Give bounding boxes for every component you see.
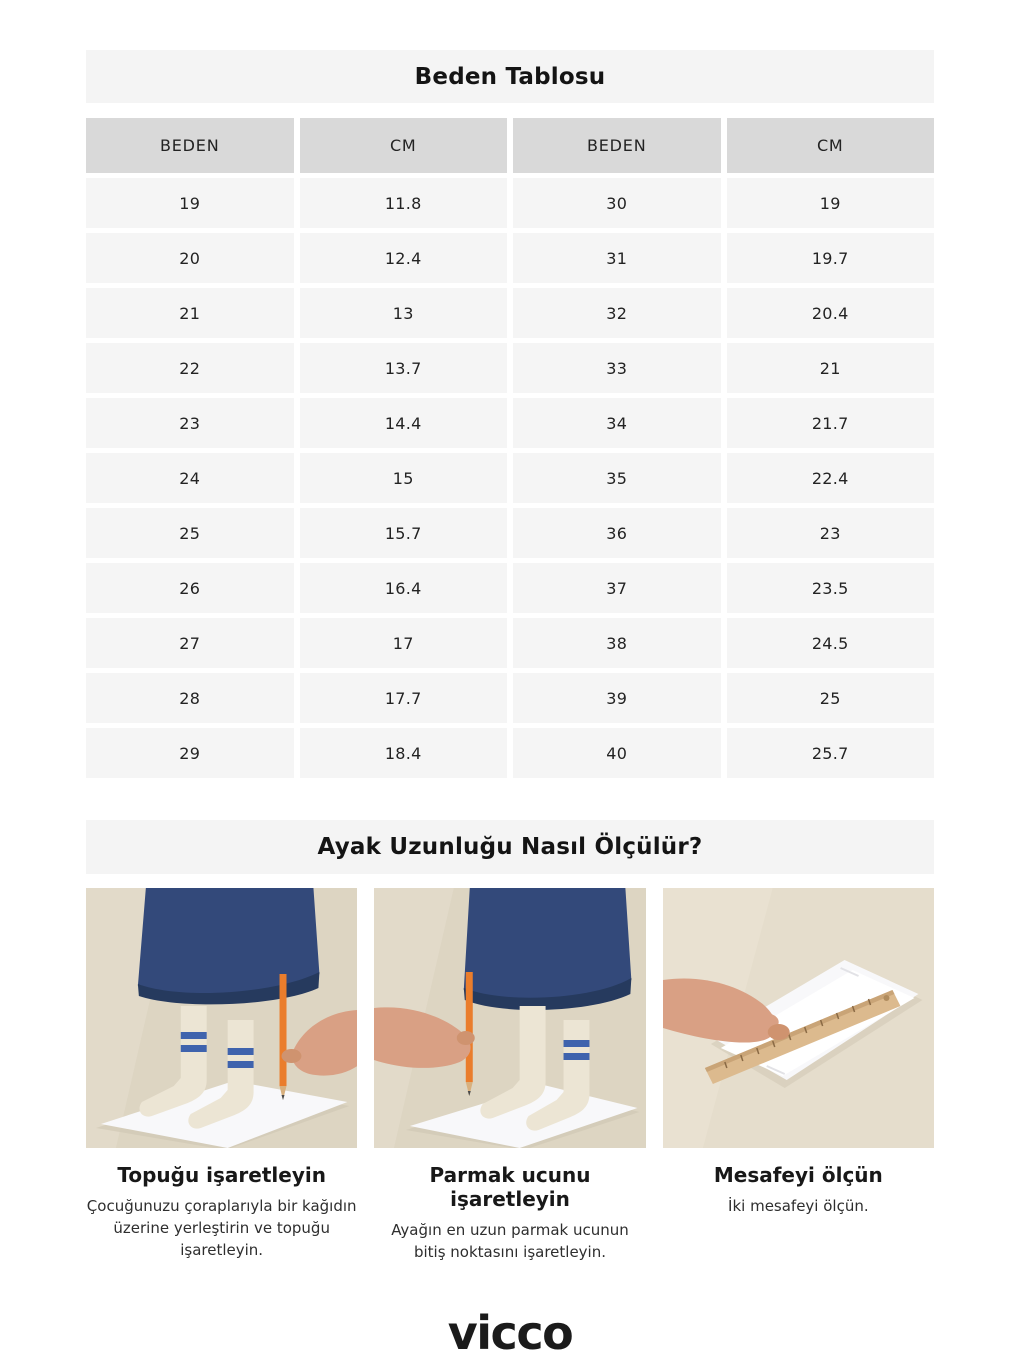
size-table-cell: 24	[86, 453, 294, 503]
size-table-header-cell: BEDEN	[513, 118, 721, 173]
instruction-card	[663, 888, 934, 1264]
size-table-cell: 19	[727, 178, 935, 228]
size-table-cell: 15.7	[300, 508, 508, 558]
size-table-cell: 25.7	[727, 728, 935, 778]
mark-heel-photo	[86, 888, 357, 1148]
size-table-cell: 26	[86, 563, 294, 613]
size-table-header-cell: CM	[300, 118, 508, 173]
content	[86, 0, 934, 1264]
size-table-cell: 22.4	[727, 453, 935, 503]
size-table-cell: 13	[300, 288, 508, 338]
size-table-cell: 21.7	[727, 398, 935, 448]
size-table-cell: 23.5	[727, 563, 935, 613]
size-table-cell: 11.8	[300, 178, 508, 228]
size-table-cell: 32	[513, 288, 721, 338]
size-table-header-cell: CM	[727, 118, 935, 173]
instruction-title: Topuğu işaretleyin	[117, 1163, 326, 1187]
instruction-description: İki mesafeyi ölçün.	[728, 1197, 869, 1215]
size-table-cell: 12.4	[300, 233, 508, 283]
instruction-card	[86, 888, 357, 1264]
instruction-title: Parmak ucunu işaretleyin	[429, 1163, 591, 1211]
size-table-cell: 15	[300, 453, 508, 503]
size-table-header-cell: BEDEN	[86, 118, 294, 173]
size-table-cell: 28	[86, 673, 294, 723]
size-table-cell: 30	[513, 178, 721, 228]
size-table-cell: 21	[727, 343, 935, 393]
size-table-cell: 36	[513, 508, 721, 558]
page-title: Beden Tablosu	[86, 50, 934, 103]
instruction-description: Ayağın en uzun parmak ucunun bitiş noktasını işaretleyin.	[391, 1221, 629, 1261]
size-table-cell: 20	[86, 233, 294, 283]
size-table-cell: 16.4	[300, 563, 508, 613]
size-table-cell: 35	[513, 453, 721, 503]
measure-distance-illustration	[663, 888, 934, 1148]
size-table-cell: 23	[727, 508, 935, 558]
size-table-cell: 31	[513, 233, 721, 283]
size-table-cell: 14.4	[300, 398, 508, 448]
size-table-cell: 25	[727, 673, 935, 723]
size-table-cell: 29	[86, 728, 294, 778]
size-table-cell: 24.5	[727, 618, 935, 668]
size-table-cell: 17	[300, 618, 508, 668]
measure-distance-photo	[663, 888, 934, 1148]
brand-logo: vicco	[447, 1305, 573, 1360]
size-table-cell: 38	[513, 618, 721, 668]
size-table-cell: 27	[86, 618, 294, 668]
size-table	[86, 118, 934, 778]
size-table-cell: 19.7	[727, 233, 935, 283]
size-table-cell: 23	[86, 398, 294, 448]
brand-footer	[0, 1305, 1020, 1360]
section-title: Ayak Uzunluğu Nasıl Ölçülür?	[86, 820, 934, 874]
size-table-cell: 20.4	[727, 288, 935, 338]
mark-toe-photo	[374, 888, 645, 1148]
mark-heel-illustration	[86, 888, 357, 1148]
size-table-cell: 22	[86, 343, 294, 393]
instruction-card	[374, 888, 645, 1264]
size-table-cell: 33	[513, 343, 721, 393]
size-table-cell: 17.7	[300, 673, 508, 723]
size-table-cell: 18.4	[300, 728, 508, 778]
size-table-cell: 19	[86, 178, 294, 228]
mark-toe-illustration	[374, 888, 645, 1148]
size-table-cell: 21	[86, 288, 294, 338]
size-table-cell: 13.7	[300, 343, 508, 393]
size-table-cell: 37	[513, 563, 721, 613]
instruction-cards	[86, 888, 934, 1264]
size-table-cell: 34	[513, 398, 721, 448]
instruction-title: Mesafeyi ölçün	[713, 1163, 883, 1187]
size-table-cell: 40	[513, 728, 721, 778]
size-table-cell: 39	[513, 673, 721, 723]
size-table-cell: 25	[86, 508, 294, 558]
instruction-description: Çocuğunuzu çoraplarıyla bir kağıdın üzerine yerleştirin ve topuğu işaretleyin.	[86, 1197, 357, 1259]
